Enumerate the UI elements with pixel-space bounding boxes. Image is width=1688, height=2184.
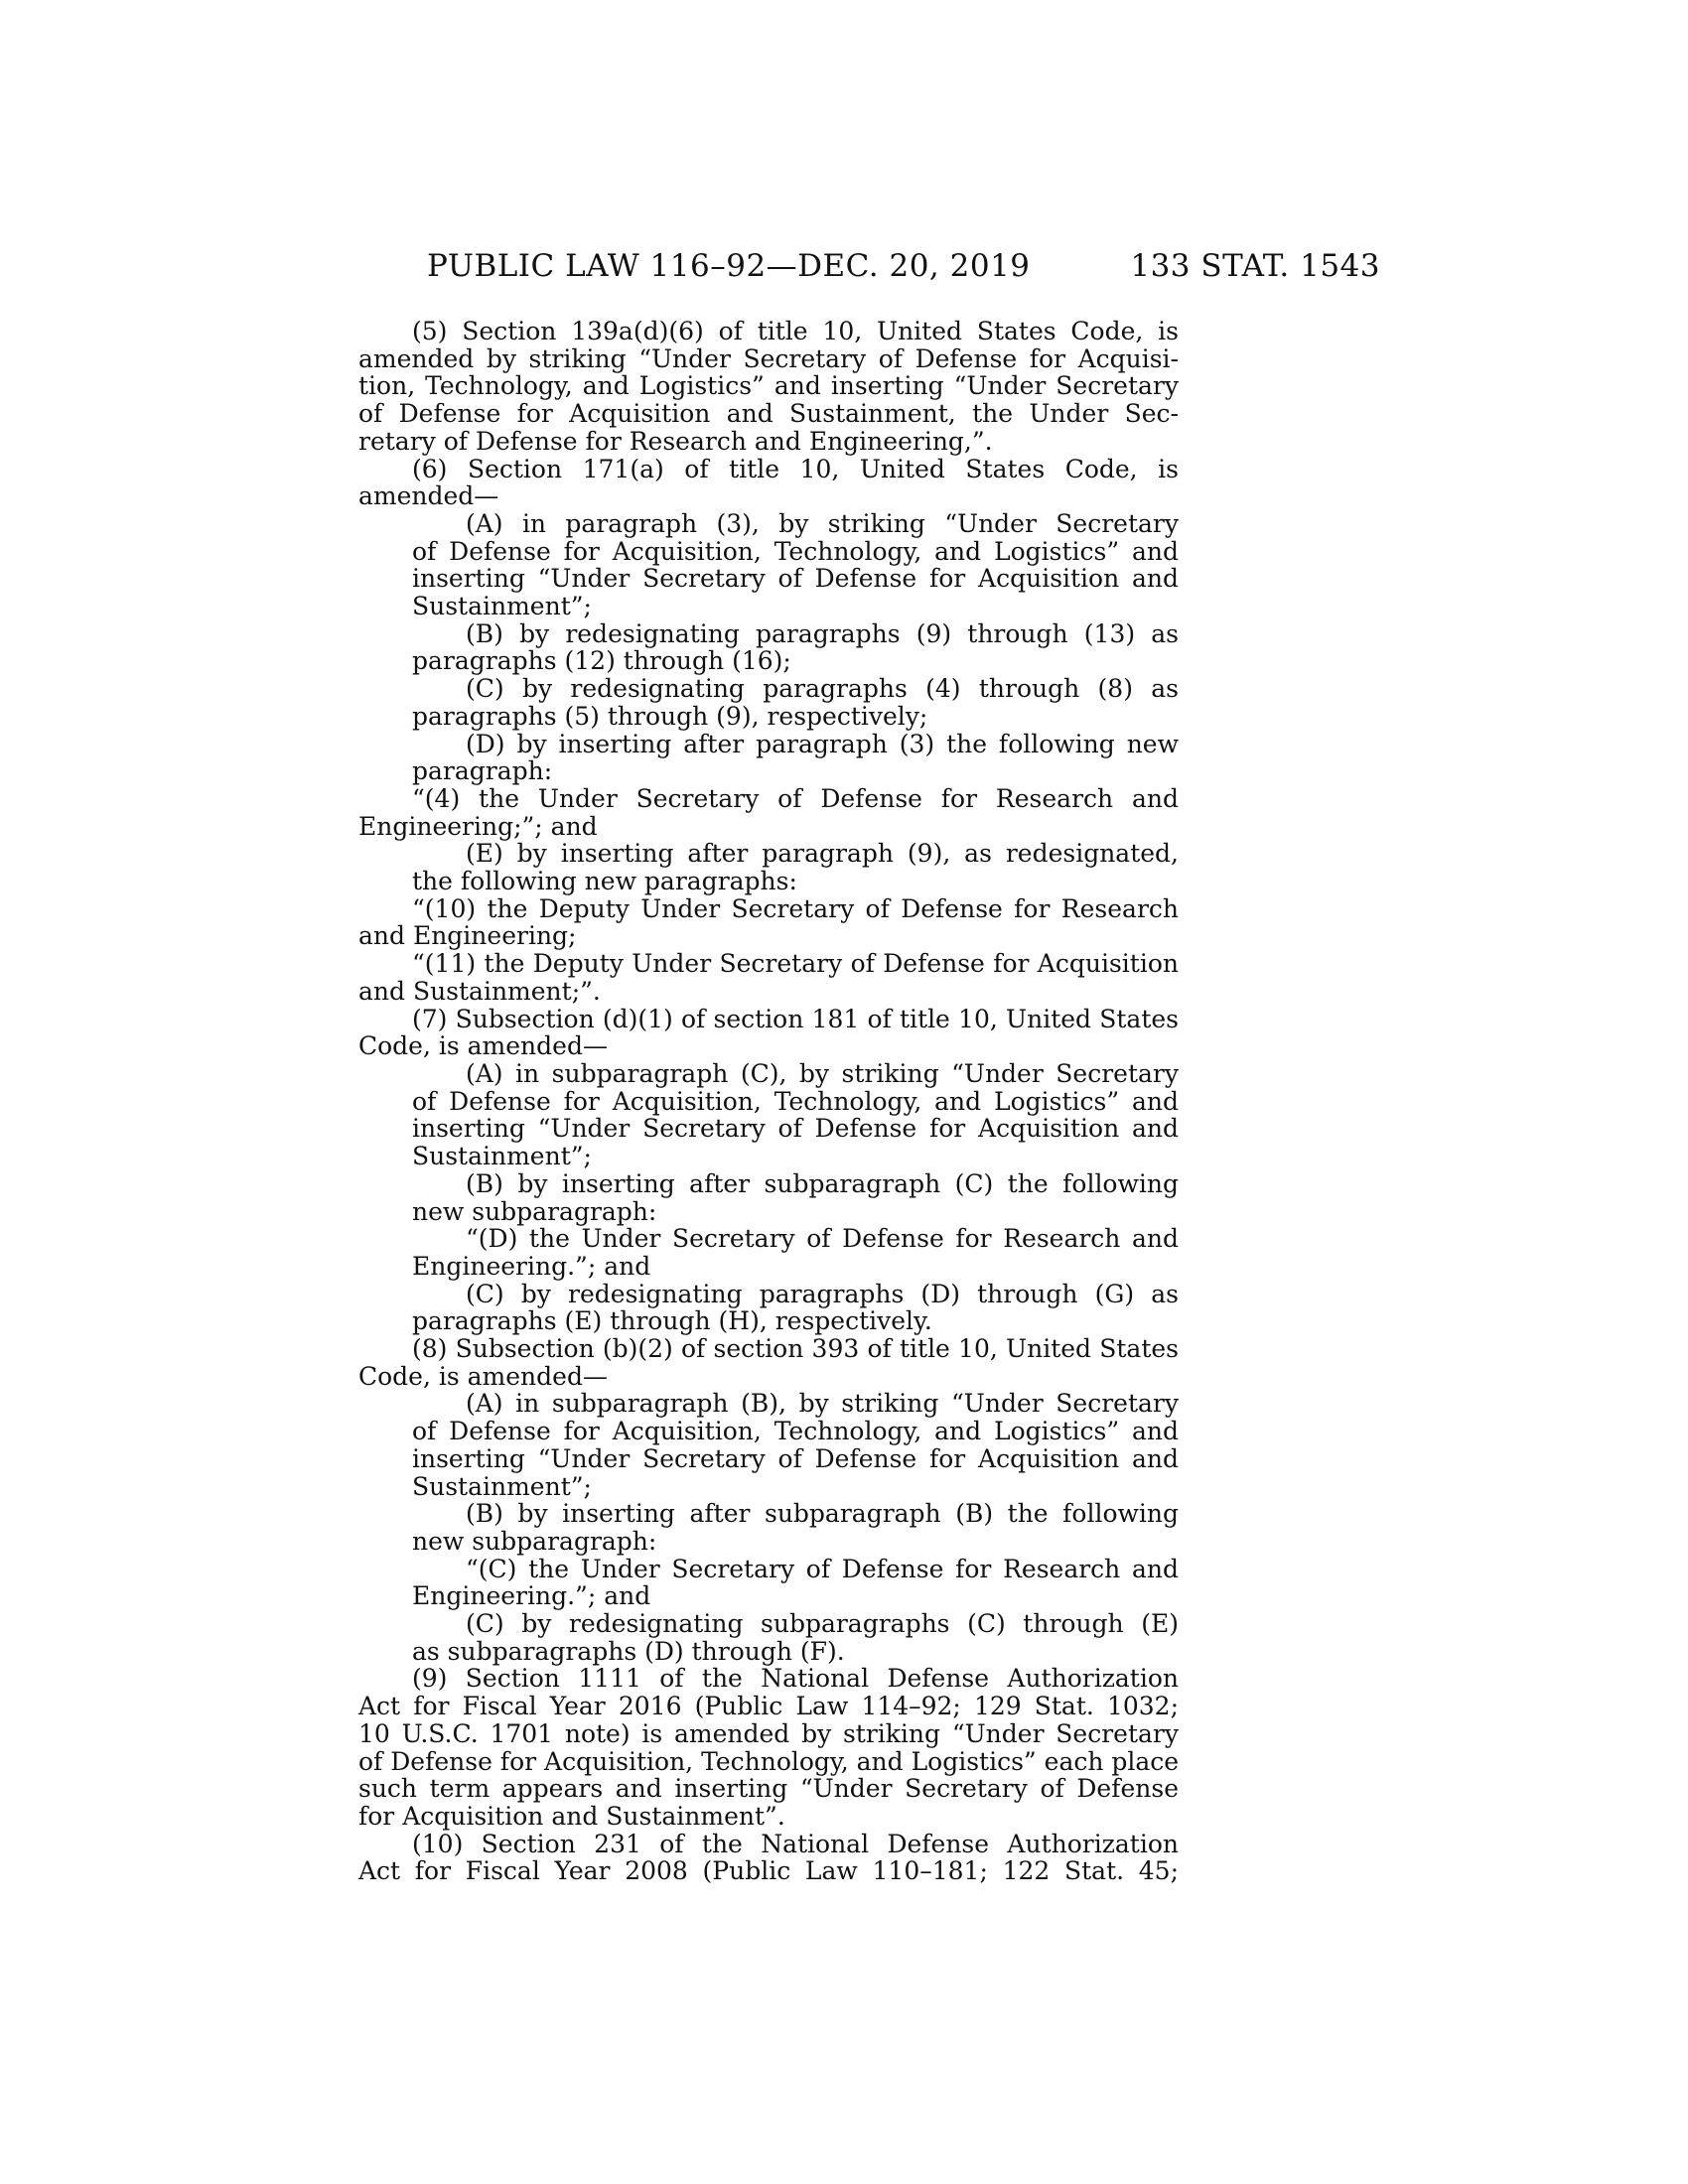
text-line: (D) by inserting after paragraph (3) the following new <box>466 729 1179 758</box>
text-line: of Defense for Acquisition and Sustainment, the Under Sec- <box>358 399 1179 429</box>
text-line: Sustainment”; <box>412 592 592 621</box>
text-line: Engineering;”; and <box>358 811 598 841</box>
text-line: retary of Defense for Research and Engineering,”. <box>358 426 993 456</box>
text-line: inserting “Under Secretary of Defense for Acquisition and <box>412 564 1179 594</box>
text-line: (7) Subsection (d)(1) of section 181 of title 10, United States <box>412 1004 1179 1033</box>
text-line: inserting “Under Secretary of Defense for Acquisition and <box>412 1114 1179 1144</box>
text-line: of Defense for Acquisition, Technology, and Logistics” and <box>412 536 1179 566</box>
text-line: Code, is amended— <box>358 1361 608 1391</box>
text-line: (A) in subparagraph (B), by striking “Under Secretary <box>466 1389 1179 1419</box>
text-line: and Engineering; <box>358 921 577 951</box>
text-line: “(4) the Under Secretary of Defense for Research and <box>412 783 1179 813</box>
text-line: of Defense for Acquisition, Technology, and Logistics” and <box>412 1086 1179 1116</box>
text-line: paragraphs (12) through (16); <box>412 646 791 676</box>
text-line: Act for Fiscal Year 2016 (Public Law 114–92; 129 Stat. 1032; <box>358 1692 1179 1721</box>
text-line: Act for Fiscal Year 2008 (Public Law 110–181; 122 Stat. 45; <box>358 1856 1179 1886</box>
text-line: Sustainment”; <box>412 1142 592 1171</box>
text-line: “(11) the Deputy Under Secretary of Defense for Acquisition <box>412 949 1179 979</box>
text-line: amended by striking “Under Secretary of Defense for Acquisi- <box>358 343 1179 373</box>
text-line: (9) Section 1111 of the National Defense Authorization <box>412 1664 1179 1694</box>
text-line: of Defense for Acquisition, Technology, and Logistics” each place <box>358 1746 1180 1776</box>
text-line: (A) in subparagraph (C), by striking “Under Secretary <box>466 1058 1179 1088</box>
text-line: amended— <box>358 481 499 511</box>
text-line: such term appears and inserting “Under Secretary of Defense <box>358 1774 1179 1804</box>
text-line: inserting “Under Secretary of Defense for Acquisition and <box>412 1443 1179 1473</box>
text-line: Sustainment”; <box>412 1471 592 1501</box>
text-line: (5) Section 139a(d)(6) of title 10, United States Code, is <box>412 317 1179 345</box>
text-line: Code, is amended— <box>358 1031 608 1061</box>
text-line: tion, Technology, and Logistics” and inserting “Under Secretary <box>358 371 1179 401</box>
statute-text <box>358 318 1179 1885</box>
text-line: (6) Section 171(a) of title 10, United States Code, is <box>412 454 1179 483</box>
text-line: for Acquisition and Sustainment”. <box>358 1801 785 1831</box>
text-line: (B) by redesignating paragraphs (9) through (13) as <box>466 618 1179 648</box>
text-line: “(10) the Deputy Under Secretary of Defense for Research <box>412 893 1179 923</box>
text-line: the following new paragraphs: <box>412 867 797 896</box>
text-line: Engineering.”; and <box>412 1581 651 1611</box>
text-line: (A) in paragraph (3), by striking “Under Secretary <box>466 508 1179 538</box>
text-line: paragraphs (5) through (9), respectively; <box>412 701 928 731</box>
text-line: (10) Section 231 of the National Defense Authorization <box>412 1829 1179 1858</box>
text-line: and Sustainment;”. <box>358 976 601 1006</box>
text-line: new subparagraph: <box>412 1196 657 1226</box>
text-line: 10 U.S.C. 1701 note) is amended by striking “Under Secretary <box>358 1718 1179 1748</box>
text-line: (B) by inserting after subparagraph (B) the following <box>466 1499 1179 1529</box>
text-line: of Defense for Acquisition, Technology, and Logistics” and <box>412 1417 1179 1446</box>
text-line: as subparagraphs (D) through (F). <box>412 1636 845 1666</box>
page-header <box>427 246 1380 286</box>
text-line: “(D) the Under Secretary of Defense for Research and <box>466 1224 1179 1254</box>
statute-citation: 133 STAT. 1543 <box>1130 248 1380 284</box>
text-line: (B) by inserting after subparagraph (C) the following <box>466 1168 1179 1198</box>
text-line: Engineering.”; and <box>412 1251 651 1281</box>
text-line: (C) by redesignating paragraphs (4) through (8) as <box>466 674 1179 704</box>
text-line: (8) Subsection (b)(2) of section 393 of title 10, United States <box>412 1334 1179 1364</box>
text-line: paragraphs (E) through (H), respectively. <box>412 1306 932 1336</box>
running-head: PUBLIC LAW 116–92—DEC. 20, 2019 <box>427 248 1031 284</box>
text-line: (C) by redesignating paragraphs (D) through (G) as <box>466 1279 1179 1308</box>
text-line: paragraph: <box>412 756 553 786</box>
text-line: (C) by redesignating subparagraphs (C) through (E) <box>466 1609 1179 1639</box>
text-line: new subparagraph: <box>412 1526 657 1556</box>
text-line: “(C) the Under Secretary of Defense for Research and <box>466 1554 1179 1583</box>
text-line: (E) by inserting after paragraph (9), as redesignated, <box>466 839 1179 869</box>
